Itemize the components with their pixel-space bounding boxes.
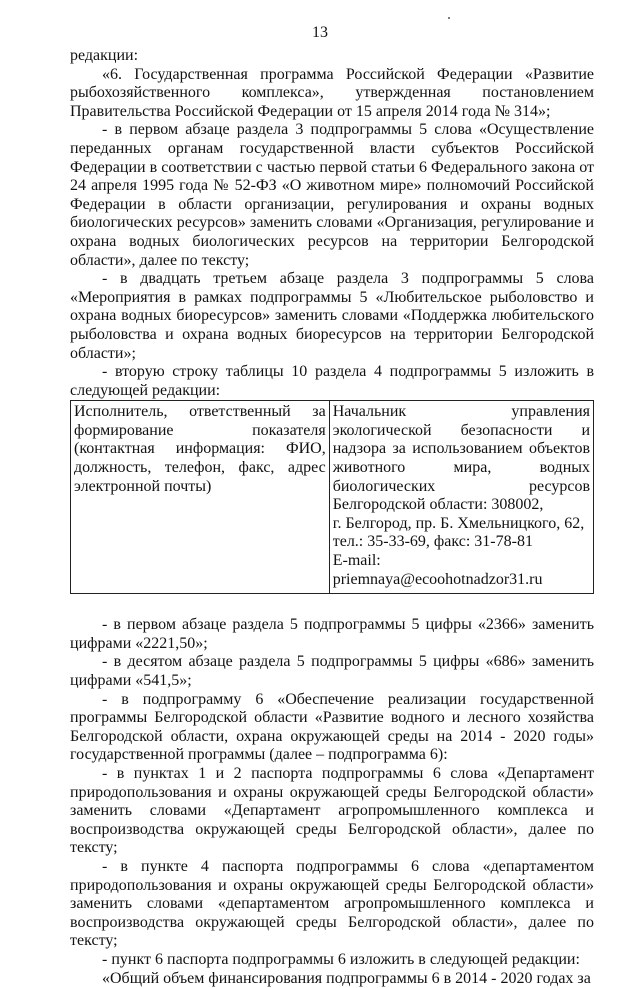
paragraph: - в подпрограмму 6 «Обеспечение реализации государственной программы Белгородской области «Развитие водного и лесного хозяйства Белгородской области, охрана окружающей среды на 2014 - 2020 годы» государственной программы (далее – подпрограмма 6): <box>70 691 594 765</box>
table-cell-line: Начальник управления экологической безопасности и надзора за использованием объектов животного мира, водных биологических ресурсов Белгородской области: 308002, <box>333 403 590 515</box>
paragraph: - в первом абзаце раздела 5 подпрограммы 5 цифры «2366» заменить цифрами «2221,50»; <box>70 616 594 653</box>
paragraph: - в первом абзаце раздела 3 подпрограммы 5 слова «Осуществление переданных органам государственной власти субъектов Российской Федерации в соответствии с частью первой статьи 6 Федерального закона от 24 апреля 1995 года № 52-ФЗ «О животном мире» полномочий Российской Федерации в области организации, регулирования и охраны водных биологических ресурсов» заменить словами «Организация, регулирование и охрана водных биологических ресурсов на территории Белгородской области», далее по тексту; <box>70 121 594 270</box>
scan-speck <box>448 17 450 19</box>
table-cell-executor-value <box>329 401 593 594</box>
paragraph: - в пунктах 1 и 2 паспорта подпрограммы 6 слова «Департамент природопользования и охраны окружающей среды Белгородской области» заменить словами «Департамент агропромышленного комплекса и воспроизводства окружающей среды Белгородской области», далее по тексту; <box>70 765 594 858</box>
paragraph: - пункт 6 паспорта подпрограммы 6 изложить в следующей редакции: <box>70 951 594 970</box>
paragraph: - в пункте 4 паспорта подпрограммы 6 слова «департаментом природопользования и охраны окружающей среды Белгородской области» заменить словами «департаментом агропромышленного комплекса и воспроизводства окружающей среды Белгородской области», далее по тексту; <box>70 858 594 951</box>
page-content <box>70 47 594 988</box>
table-cell-line: тел.: 35-33-69, факс: 31-78-81 <box>333 533 590 552</box>
paragraphs-before-table <box>70 47 594 400</box>
paragraph: - в десятом абзаце раздела 5 подпрограммы 5 цифры «686» заменить цифрами «541,5»; <box>70 653 594 690</box>
paragraph: «Общий объем финансирования подпрограммы 6 в 2014 - 2020 годах за <box>70 970 594 988</box>
paragraph: редакции: <box>70 47 594 66</box>
paragraphs-after-table <box>70 616 594 988</box>
spacer <box>70 594 594 616</box>
paragraph: «6. Государственная программа Российской Федерации «Развитие рыбохозяйственного комплекса», утвержденная постановлением Правительства Российской Федерации от 15 апреля 2014 года № 314»; <box>70 66 594 122</box>
table-cell-line: г. Белгород, пр. Б. Хмельницкого, 62, <box>333 515 590 534</box>
paragraph: - вторую строку таблицы 10 раздела 4 подпрограммы 5 изложить в следующей редакции: <box>70 363 594 400</box>
table-cell-executor-label: Исполнитель, ответственный за формирование показателя (контактная информация: ФИО, должность, телефон, факс, адрес электронной почты) <box>71 401 330 594</box>
paragraph: - в двадцать третьем абзаце раздела 3 подпрограммы 5 слова «Мероприятия в рамках подпрограммы 5 «Любительское рыболовство и охрана водных биоресурсов» заменить словами «Поддержка любительского рыболовства и охрана водных биоресурсов на территории Белгородской области»; <box>70 270 594 363</box>
table-row <box>71 401 594 594</box>
table-cell-email: E-mail: priemnaya@ecoohotnadzor31.ru <box>333 552 590 589</box>
page-number: 13 <box>0 24 640 42</box>
indicator-table <box>70 400 594 594</box>
